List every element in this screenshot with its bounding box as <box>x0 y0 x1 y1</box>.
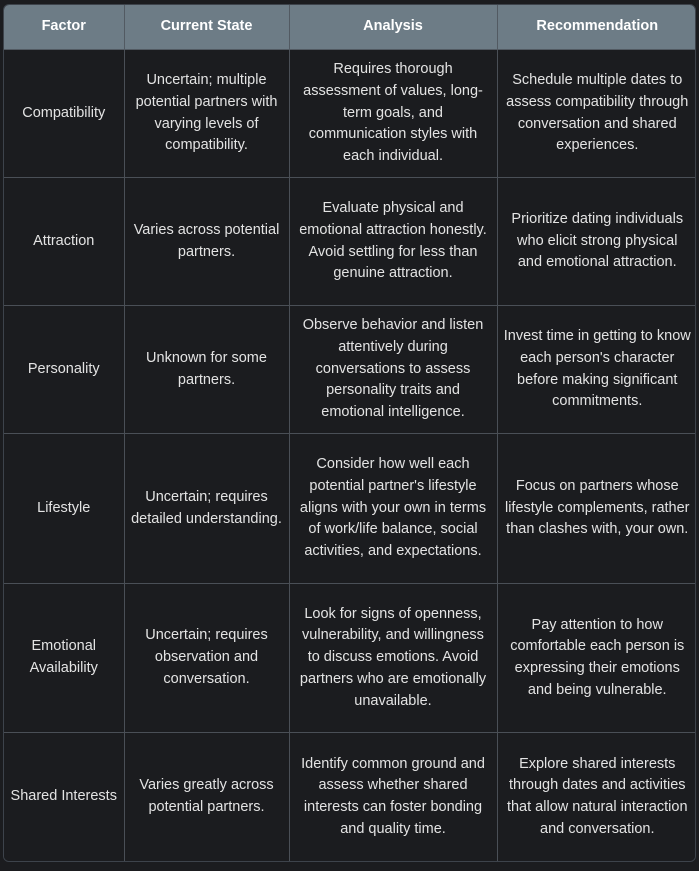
cell-recommendation: Prioritize dating individuals who elicit strong physical and emotional attraction. <box>497 178 696 306</box>
cell-analysis: Observe behavior and listen attentively during conversations to assess personality traits and emotional intelligence. <box>289 306 497 434</box>
header-recommendation: Recommendation <box>497 5 696 50</box>
header-row <box>4 5 696 50</box>
cell-factor: Attraction <box>4 178 124 306</box>
cell-factor: Compatibility <box>4 50 124 178</box>
cell-recommendation: Invest time in getting to know each person's character before making significant commitments. <box>497 306 696 434</box>
table-row <box>4 50 696 178</box>
dating-factors-table <box>4 5 696 861</box>
cell-recommendation: Focus on partners whose lifestyle complements, rather than clashes with, your own. <box>497 434 696 584</box>
cell-current-state: Uncertain; multiple potential partners with varying levels of compatibility. <box>124 50 289 178</box>
table-row <box>4 306 696 434</box>
cell-analysis: Look for signs of openness, vulnerability, and willingness to discuss emotions. Avoid partners who are emotionally unavailable. <box>289 584 497 733</box>
cell-current-state: Uncertain; requires observation and conversation. <box>124 584 289 733</box>
table-body <box>4 50 696 862</box>
table-row <box>4 733 696 862</box>
cell-analysis: Identify common ground and assess whether shared interests can foster bonding and quality time. <box>289 733 497 862</box>
cell-current-state: Uncertain; requires detailed understanding. <box>124 434 289 584</box>
cell-current-state: Varies across potential partners. <box>124 178 289 306</box>
cell-factor: Emotional Availability <box>4 584 124 733</box>
cell-analysis: Consider how well each potential partner's lifestyle aligns with your own in terms of work/life balance, social activities, and expectations. <box>289 434 497 584</box>
table-row <box>4 178 696 306</box>
dating-factors-table-container <box>3 4 696 862</box>
header-factor: Factor <box>4 5 124 50</box>
cell-recommendation: Pay attention to how comfortable each person is expressing their emotions and being vulnerable. <box>497 584 696 733</box>
cell-recommendation: Explore shared interests through dates and activities that allow natural interaction and conversation. <box>497 733 696 862</box>
table-header <box>4 5 696 50</box>
cell-recommendation: Schedule multiple dates to assess compatibility through conversation and shared experiences. <box>497 50 696 178</box>
cell-factor: Lifestyle <box>4 434 124 584</box>
header-analysis: Analysis <box>289 5 497 50</box>
header-current-state: Current State <box>124 5 289 50</box>
cell-current-state: Varies greatly across potential partners. <box>124 733 289 862</box>
cell-factor: Shared Interests <box>4 733 124 862</box>
table-row <box>4 434 696 584</box>
cell-factor: Personality <box>4 306 124 434</box>
cell-analysis: Requires thorough assessment of values, long-term goals, and communication styles with each individual. <box>289 50 497 178</box>
cell-analysis: Evaluate physical and emotional attraction honestly. Avoid settling for less than genuine attraction. <box>289 178 497 306</box>
cell-current-state: Unknown for some partners. <box>124 306 289 434</box>
table-row <box>4 584 696 733</box>
